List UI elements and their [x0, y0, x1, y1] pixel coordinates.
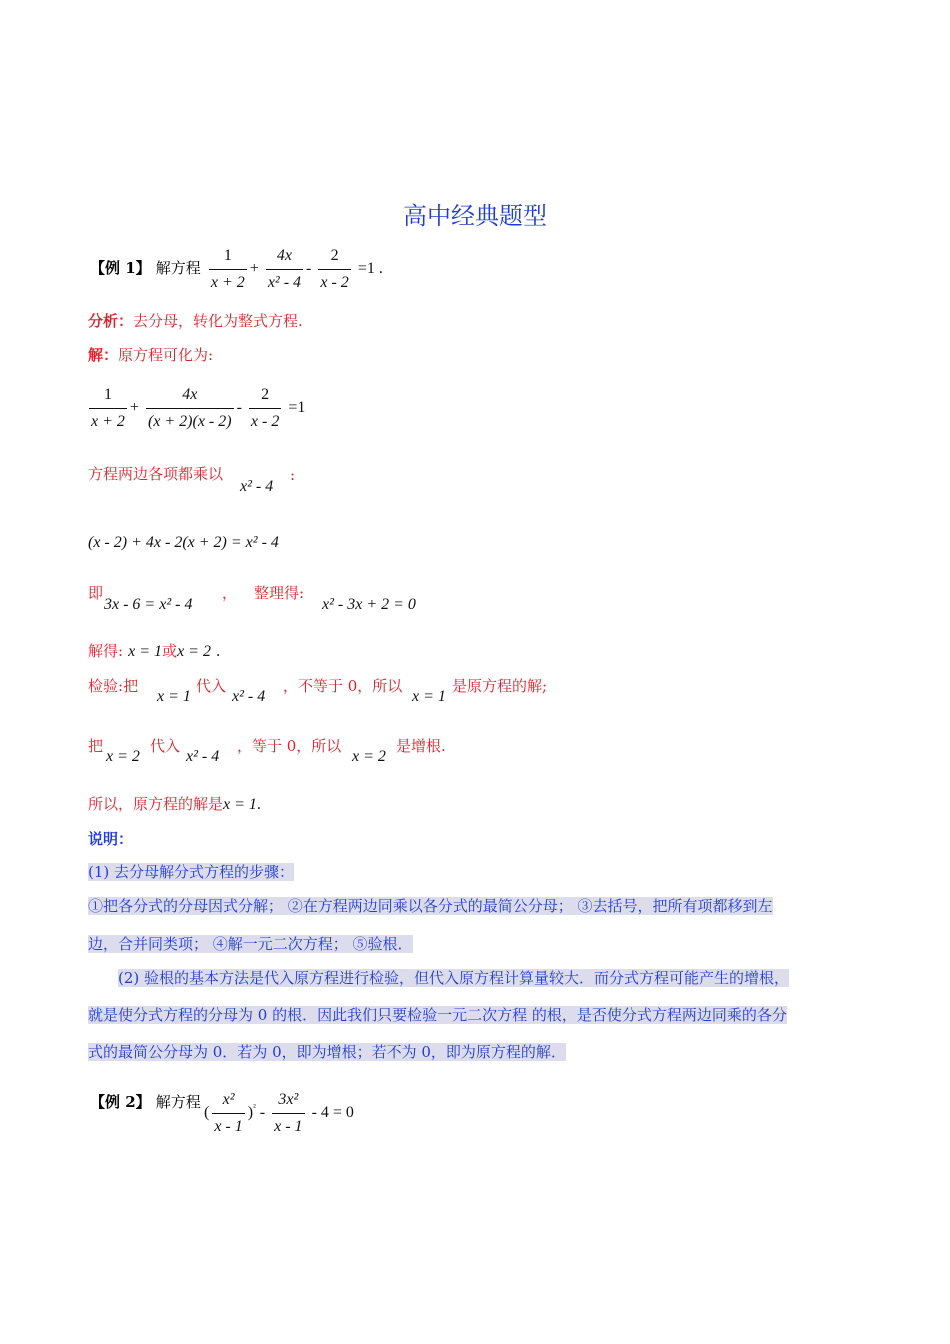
- notes-p3c-text: 式的最简公分母为 0．若为 0，即为增根；若不为 0，即为原方程的解．: [88, 1043, 566, 1061]
- step1-den-2: (x + 2)(x - 2): [147, 413, 232, 430]
- analysis: [88, 310, 303, 331]
- step3-eq2: x² - 3x + 2 = 0: [322, 596, 416, 613]
- check1-expr: x² - 4: [232, 688, 266, 705]
- solution-text: 原方程可化为:: [118, 346, 214, 364]
- notes-p3b-text: 就是使分式方程的分母为 0 的根．因此我们只要检验一元二次方程 的根，是否使分式方程两边同乘的各分: [88, 1006, 787, 1024]
- ex1-rhs: =1 .: [357, 260, 383, 278]
- ex1-den-3: x - 2: [320, 274, 349, 291]
- notes-p2b-text: 边，合并同类项； ④解一元二次方程； ⑤验根．: [88, 935, 413, 953]
- ex1-num-3: 2: [318, 247, 350, 270]
- ex2-den-1: x - 1: [214, 1118, 243, 1135]
- ex2-rhs: - 4 = 0: [311, 1104, 354, 1122]
- root-2: x = 2: [177, 643, 211, 660]
- step1-den-1: x + 2: [91, 413, 125, 430]
- example-2-label: 【例 2】: [90, 1093, 151, 1111]
- notes-p2a-text: ①把各分式的分母因式分解； ②在方程两边同乘以各分式的最简公分母； ③去括号，把所有项都移到左: [88, 897, 773, 915]
- step1-rhs: =1: [288, 399, 306, 417]
- ex2-den-2: x - 1: [274, 1118, 303, 1135]
- roots-end: .: [216, 643, 221, 660]
- conclusion-text: 所以，原方程的解是: [88, 795, 224, 813]
- roots-text: 解得:: [88, 642, 124, 660]
- check2-x: x = 2: [106, 748, 140, 765]
- analysis-label: 分析：: [88, 312, 134, 330]
- step3-arrange: 整理得:: [254, 584, 305, 602]
- step1-num-2: 4x: [146, 386, 234, 409]
- ex1-num-2: 4x: [266, 247, 303, 270]
- solution: [88, 344, 213, 365]
- ex1-den-1: x + 2: [210, 274, 245, 291]
- solution-label: 解：: [88, 346, 119, 364]
- step1-den-3: x - 2: [250, 413, 280, 430]
- step3-eq1: 3x - 6 = x² - 4: [104, 596, 193, 613]
- notes-label: 说明：: [88, 830, 134, 848]
- step2-equation: (x - 2) + 4x - 2(x + 2) = x² - 4: [88, 534, 279, 551]
- check2-ba: 把: [88, 737, 104, 755]
- check1-x: x = 1: [157, 688, 191, 705]
- check1-x2: x = 1: [412, 688, 446, 705]
- example-1-label: 【例 1】: [90, 259, 151, 278]
- ex1-num-1: 1: [209, 247, 247, 270]
- notes-p3b: [88, 997, 787, 1033]
- example-1-prompt: 解方程: [155, 259, 201, 278]
- example-1: 【例 1】 解方程 $\frac{1}{x + 2}$ + $\frac{4x}{\text{x² - 4}}$ - $\frac{2}{x - 2}$ =1 .: [90, 247, 383, 291]
- ex2-num-2: 3x²: [272, 1091, 304, 1114]
- example-2-prompt: 解方程: [155, 1093, 201, 1111]
- check1-label-text: 检验:: [88, 677, 124, 695]
- notes-p2a: [88, 888, 773, 924]
- notes-p1: [88, 854, 294, 890]
- page-title: 高中经典题型: [403, 202, 547, 230]
- check2-end: 是增根.: [396, 737, 446, 755]
- conclusion: [88, 793, 261, 814]
- notes-p3a-text: (2) 验根的基本方法是代入原方程进行检验，但代入原方程计算量较大．而分式方程可能产生的增根，: [118, 969, 790, 987]
- notes-p3c: [88, 1034, 566, 1070]
- roots: [88, 640, 220, 661]
- step1-equation: $\frac{1}{x + 2}$ + $\frac{4x}{(x + 2)(x - 2)}$ - $\frac{2}{x - 2}$ =1: [91, 386, 306, 430]
- step3-ji: 即: [88, 584, 104, 602]
- ex2-square: ²: [253, 1102, 256, 1113]
- check1-label: [88, 675, 138, 696]
- roots-or: 或: [162, 642, 178, 660]
- notes-p3a: [118, 960, 789, 996]
- check2-dairu: 代入: [150, 737, 181, 755]
- ex2-num-1: x²: [212, 1091, 244, 1114]
- check2-expr: x² - 4: [186, 748, 220, 765]
- check1-dairu: 代入: [196, 677, 227, 695]
- ex1-den-2: x² - 4: [267, 274, 302, 291]
- step1-num-3: 2: [249, 386, 281, 409]
- multiply-colon: :: [290, 466, 296, 484]
- check1-ba: 把: [123, 677, 139, 695]
- multiply-text: 方程两边各项都乘以: [88, 465, 224, 483]
- root-1: x = 1: [128, 643, 163, 660]
- check1-end: 是原方程的解;: [452, 677, 548, 695]
- example-2-equation: ( $\frac{\text{x²}}{x - 1}$ )$^{^2}$ - $\frac{\text{3x²}}{x - 1}$ - 4 = 0: [204, 1091, 354, 1135]
- check1-mid: ，不等于 0，所以: [283, 677, 403, 695]
- step3-comma: ，: [222, 584, 238, 602]
- notes-p2b: [88, 926, 413, 962]
- conclusion-end: .: [256, 796, 261, 813]
- conclusion-x: x = 1: [223, 796, 257, 813]
- check2-x2: x = 2: [352, 748, 386, 765]
- check2-mid: ，等于 0，所以: [237, 737, 342, 755]
- notes-p1-text: (1) 去分母解分式方程的步骤：: [88, 863, 295, 881]
- multiply-expr: x² - 4: [240, 478, 274, 495]
- analysis-text: 去分母，转化为整式方程.: [133, 312, 303, 330]
- step1-num-1: 1: [89, 386, 127, 409]
- example-2: [90, 1091, 201, 1112]
